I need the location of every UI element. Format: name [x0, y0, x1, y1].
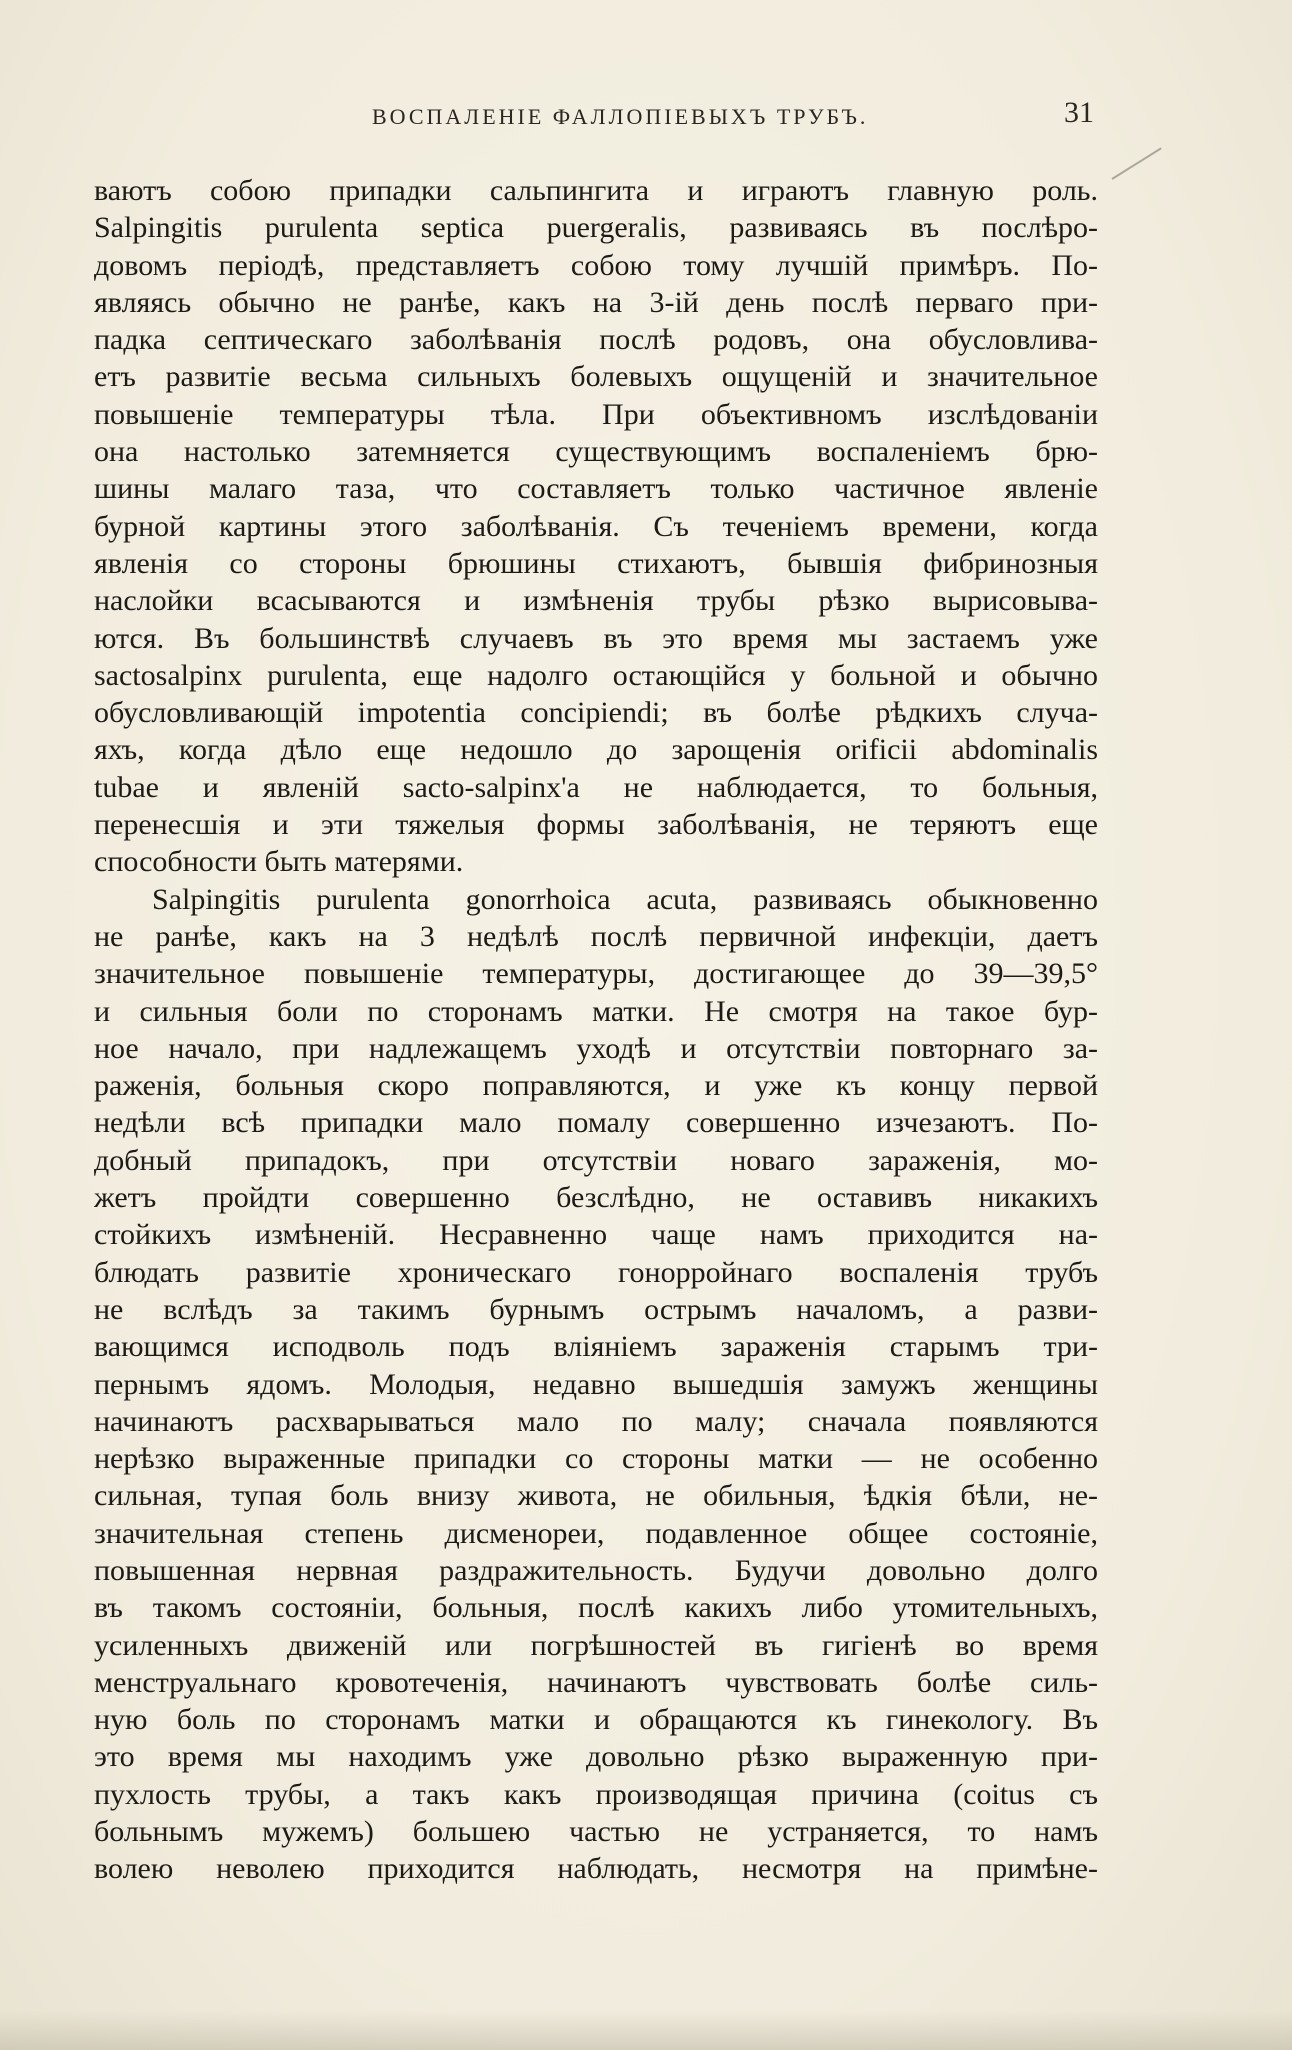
text-line: недѣли всѣ припадки мало помалу совершенно изчезаютъ. По- — [94, 1106, 1098, 1140]
text-line: ное начало, при надлежащемъ уходѣ и отсутствіи повторнаго за- — [94, 1031, 1098, 1065]
text-line: ную боль по сторонамъ матки и обращаются къ гинекологу. Въ — [94, 1703, 1098, 1737]
text-line: sactosalpinx purulenta, еще надолго остающійся у больной и обычно — [94, 658, 1098, 692]
text-line: вающимся исподволь подъ вліяніемъ зараженія старымъ три- — [94, 1330, 1098, 1364]
page-number: 31 — [1064, 96, 1094, 129]
text-line: и сильныя боли по сторонамъ матки. Не смотря на такое бур- — [94, 994, 1098, 1028]
text-line: въ такомъ состояніи, больныя, послѣ какихъ либо утомительныхъ, — [94, 1591, 1098, 1625]
text-line: добный припадокъ, при отсутствіи новаго зараженія, мо- — [94, 1143, 1098, 1177]
body-text — [94, 172, 1098, 1888]
text-line: яхъ, когда дѣло еще недошло до зарощенія orificii abdominalis — [94, 733, 1098, 767]
text-line: усиленныхъ движеній или погрѣшностей въ гигіенѣ во время — [94, 1628, 1098, 1662]
text-line: Salpingitis purulenta septica puergeralis, развиваясь въ послѣро- — [94, 211, 1098, 245]
paragraph-last-line: способности быть матерями. — [94, 845, 464, 879]
text-line: ются. Въ большинствѣ случаевъ въ это время мы застаемъ уже — [94, 621, 1098, 655]
text-line: начинаютъ расхварываться мало по малу; сначала появляются — [94, 1404, 1098, 1438]
text-line: значительное повышеніе температуры, достигающее до 39—39,5° — [94, 957, 1098, 991]
text-line: раженія, больныя скоро поправляются, и уже къ концу первой — [94, 1069, 1098, 1103]
text-line: не вслѣдъ за такимъ бурнымъ острымъ началомъ, а разви- — [94, 1292, 1098, 1326]
text-line: перенесшія и эти тяжелыя формы заболѣванія, не теряютъ еще — [94, 808, 1098, 842]
text-line: етъ развитіе весьма сильныхъ болевыхъ ощущеній и значительное — [94, 360, 1098, 394]
text-line: блюдать развитіе хроническаго гонорройнаго воспаленія трубъ — [94, 1255, 1098, 1289]
text-line: волею неволею приходится наблюдать, несмотря на примѣне- — [94, 1852, 1098, 1886]
text-line: она настолько затемняется существующимъ воспаленіемъ брю- — [94, 435, 1098, 469]
text-line: больнымъ мужемъ) большею частью не устраняется, то намъ — [94, 1815, 1098, 1849]
text-line: tubae и явленій sacto-salpinx'а не наблюдается, то больныя, — [94, 770, 1098, 804]
text-line: сильная, тупая боль внизу живота, не обильныя, ѣдкія бѣли, не- — [94, 1479, 1098, 1513]
running-head-title: ВОСПАЛЕНІЕ ФАЛЛОПІЕВЫХЪ ТРУБЪ. — [372, 104, 869, 129]
text-line: это время мы находимъ уже довольно рѣзко выраженную при- — [94, 1740, 1098, 1774]
pencil-mark — [1111, 147, 1161, 179]
text-line: пернымъ ядомъ. Молодыя, недавно вышедшія замужъ женщины — [94, 1367, 1098, 1401]
text-line: являясь обычно не ранѣе, какъ на 3-ій день послѣ перваго при- — [94, 285, 1098, 319]
text-line: стойкихъ измѣненій. Несравненно чаще намъ приходится на- — [94, 1218, 1098, 1252]
text-line: повышенная нервная раздражительность. Будучи довольно долго — [94, 1553, 1098, 1587]
text-line: не ранѣе, какъ на 3 недѣлѣ послѣ первичной инфекціи, даетъ — [94, 919, 1098, 953]
text-line: менструальнаго кровотеченія, начинаютъ чувствовать болѣе силь- — [94, 1665, 1098, 1699]
text-line: повышеніе температуры тѣла. При объективномъ изслѣдованіи — [94, 397, 1098, 431]
paragraph-first-line: Salpingitis purulenta gonorrhoica acuta, развиваясь обыкновенно — [152, 882, 1098, 916]
text-line: пухлость трубы, а такъ какъ производящая причина (coitus съ — [94, 1777, 1098, 1811]
page-bottom-shadow — [0, 2010, 1292, 2050]
text-line: нерѣзко выраженные припадки со стороны матки — не особенно — [94, 1442, 1098, 1476]
text-line: бурной картины этого заболѣванія. Съ теченіемъ времени, когда — [94, 509, 1098, 543]
text-line: падка септическаго заболѣванія послѣ родовъ, она обусловлива- — [94, 323, 1098, 357]
text-line: наслойки всасываются и измѣненія трубы рѣзко вырисовыва- — [94, 584, 1098, 618]
text-line: явленія со стороны брюшины стихаютъ, бывшія фибринозныя — [94, 546, 1098, 580]
text-line: жетъ пройдти совершенно безслѣдно, не оставивъ никакихъ — [94, 1181, 1098, 1215]
text-line: обусловливающій impotentia conciріendi; въ болѣе рѣдкихъ случа- — [94, 696, 1098, 730]
text-line: шины малаго таза, что составляетъ только частичное явленіе — [94, 472, 1098, 506]
text-line: довомъ періодѣ, представляетъ собою тому лучшій примѣръ. По- — [94, 248, 1098, 282]
text-line: значительная степень дисменореи, подавленное общее состояніе, — [94, 1516, 1098, 1550]
text-line: ваютъ собою припадки сальпингита и играютъ главную роль. — [94, 174, 1098, 207]
